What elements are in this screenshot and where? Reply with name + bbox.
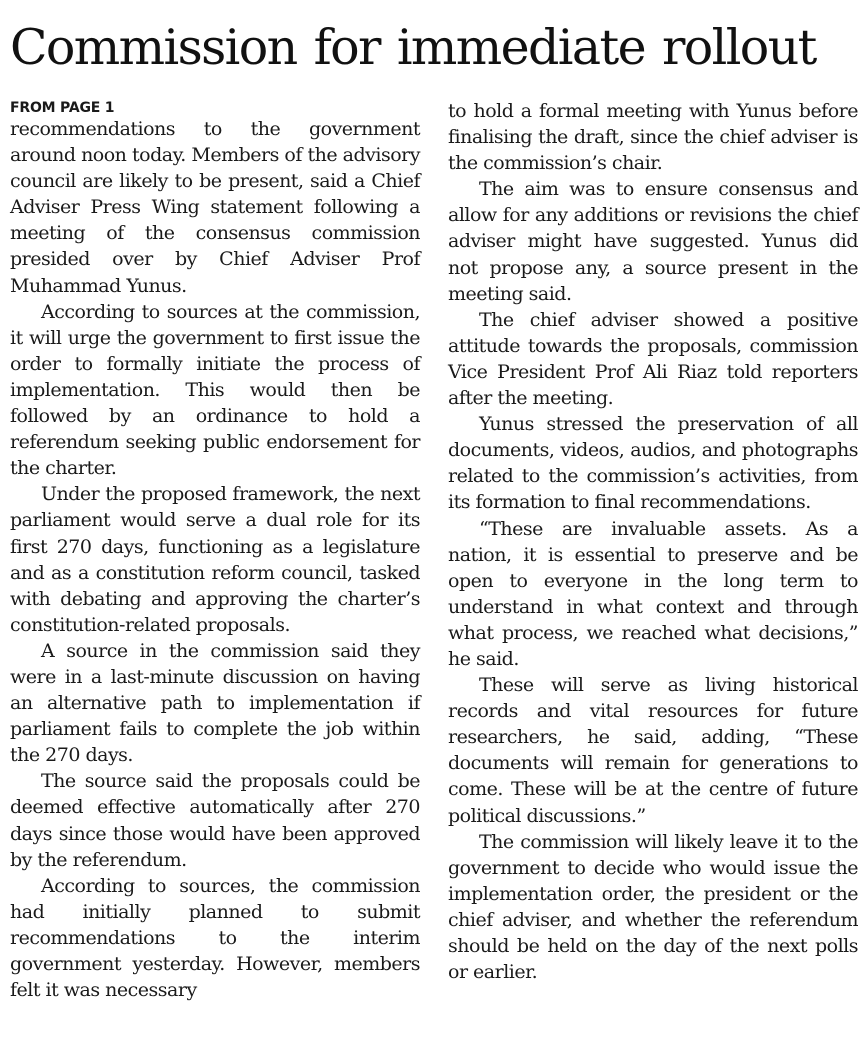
paragraph: recommendations to the government around noon today. Members of the advisory council are likely to be present, said a Chief Adviser Press Wing statement following a meeting of the consensus commission presided over by Chief Adviser Prof Muhammad Yunus.	[10, 118, 420, 297]
continuation-kicker: FROM PAGE 1	[10, 100, 115, 116]
paragraph: According to sources, the commission had initially planned to submit recommendations to the interim government yesterday. However, members felt it was necessary	[10, 874, 420, 1002]
paragraph: According to sources at the commission, it will urge the government to first issue the order to formally initiate the process of implementation. This would then be followed by an ordinance to hold a referendum seeking public endorsement for the charter.	[10, 300, 420, 480]
paragraph: The aim was to ensure consensus and allow for any additions or revisions the chief adviser might have suggested. Yunus did not propose any, a source present in the meeting said.	[448, 178, 858, 305]
paragraph: The source said the proposals could be deemed effective automatically after 270 days since those would have been approved by the referendum.	[10, 770, 420, 871]
paragraph: The chief adviser showed a positive attitude towards the proposals, commission Vice President Prof Ali Riaz told reporters after the meeting.	[448, 308, 858, 410]
paragraph: These will serve as living historical records and vital resources for future researchers, he said, adding, “These documents will remain for generations to come. These will be at the centre of future political discussions.”	[448, 674, 858, 827]
paragraph: The commission will likely leave it to the government to decide who would issue the implementation order, the president or the chief adviser, and whether the referendum should be held on the day of the next polls or earlier.	[448, 830, 858, 984]
paragraph: Under the proposed framework, the next parliament would serve a dual role for its first 270 days, functioning as a legislature and as a constitution reform council, tasked with debating and approving the charter’s constitution-related proposals.	[10, 483, 420, 636]
paragraph: to hold a formal meeting with Yunus before finalising the draft, since the chief adviser is the commission’s chair.	[448, 100, 858, 175]
article-column-right	[448, 98, 858, 985]
headline: Commission for immediate rollout	[10, 19, 816, 76]
paragraph: Yunus stressed the preservation of all documents, videos, audios, and photographs related to the commission’s activities, from its formation to final recommendations.	[448, 413, 858, 514]
paragraph: A source in the commission said they were in a last-minute discussion on having an alternative path to implementation if parliament fails to complete the job within the 270 days.	[10, 639, 420, 767]
paragraph: “These are invaluable assets. As a nation, it is essential to preserve and be open to everyone in the long term to understand in what context and through what process, we reached what decisions,” he said.	[448, 517, 858, 670]
article-column-left	[10, 98, 420, 1003]
